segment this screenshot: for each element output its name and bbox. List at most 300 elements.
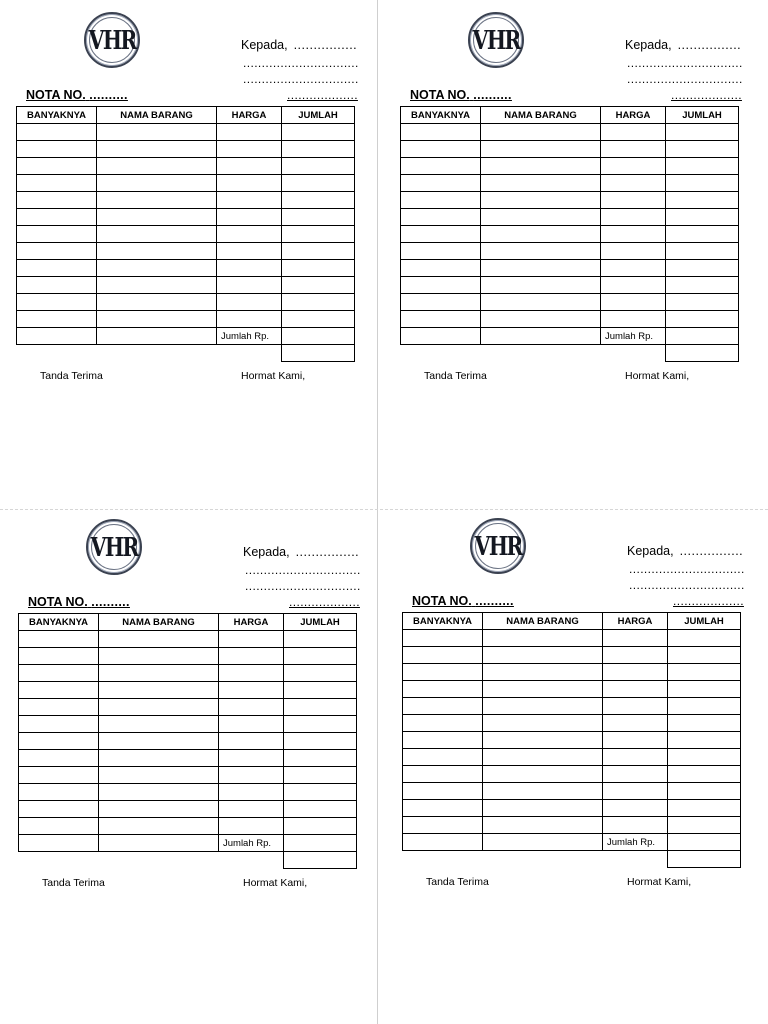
address-line-2[interactable]: ............................... (243, 72, 359, 86)
qty-cell[interactable] (403, 817, 483, 834)
header-banyaknya: BANYAKNYA (403, 613, 483, 630)
total-amount-cell[interactable] (666, 328, 739, 345)
item-name-cell[interactable] (97, 209, 217, 226)
table-row (401, 243, 739, 260)
sender-signature: Hormat Kami, (241, 370, 306, 382)
qty-cell[interactable] (17, 243, 97, 260)
item-name-cell[interactable] (97, 294, 217, 311)
item-name-cell[interactable] (99, 784, 219, 801)
grand-total-cell[interactable] (284, 852, 357, 869)
item-name-cell[interactable] (481, 311, 601, 328)
item-name-cell[interactable] (99, 767, 219, 784)
item-name-cell[interactable] (481, 277, 601, 294)
amount-cell[interactable] (666, 209, 739, 226)
price-cell[interactable] (603, 732, 668, 749)
amount-cell[interactable] (284, 682, 357, 699)
qty-cell[interactable] (19, 767, 99, 784)
amount-cell[interactable] (668, 630, 741, 647)
empty-cell (97, 345, 217, 362)
item-name-cell[interactable] (481, 141, 601, 158)
recipient-name-field[interactable]: ................ (295, 545, 360, 559)
total-label: Jumlah Rp. (217, 328, 282, 345)
price-cell[interactable] (603, 800, 668, 817)
amount-cell[interactable] (284, 716, 357, 733)
amount-cell[interactable] (284, 750, 357, 767)
amount-cell[interactable] (282, 226, 355, 243)
grand-total-row (19, 852, 357, 869)
price-cell[interactable] (601, 277, 666, 294)
amount-cell[interactable] (282, 277, 355, 294)
qty-cell[interactable] (401, 209, 481, 226)
grand-total-row (403, 851, 741, 868)
item-name-cell[interactable] (483, 715, 603, 732)
amount-cell[interactable] (668, 664, 741, 681)
amount-cell[interactable] (282, 192, 355, 209)
address-line-1[interactable]: ............................... (629, 562, 745, 576)
header-jumlah: JUMLAH (282, 107, 355, 124)
receiver-signature: Tanda Terima (40, 370, 103, 382)
nota-number (410, 88, 512, 102)
price-cell[interactable] (601, 175, 666, 192)
receiver-signature: Tanda Terima (42, 877, 105, 889)
empty-cell (603, 851, 668, 868)
date-field[interactable]: ................... (287, 88, 358, 102)
item-name-cell[interactable] (483, 630, 603, 647)
date-field[interactable]: ................... (289, 595, 360, 609)
qty-cell[interactable] (403, 630, 483, 647)
price-cell[interactable] (219, 682, 284, 699)
qty-cell[interactable] (17, 124, 97, 141)
price-cell[interactable] (219, 631, 284, 648)
item-name-cell[interactable] (99, 801, 219, 818)
receiver-signature: Tanda Terima (426, 876, 489, 888)
table-row (403, 783, 741, 800)
price-cell[interactable] (217, 294, 282, 311)
amount-cell[interactable] (282, 124, 355, 141)
item-name-cell[interactable] (97, 311, 217, 328)
qty-cell[interactable] (19, 665, 99, 682)
item-name-cell[interactable] (481, 209, 601, 226)
item-name-cell[interactable] (97, 124, 217, 141)
item-name-cell[interactable] (483, 817, 603, 834)
qty-cell[interactable] (401, 124, 481, 141)
date-field[interactable]: ................... (673, 594, 744, 608)
price-cell[interactable] (217, 192, 282, 209)
amount-cell[interactable] (282, 158, 355, 175)
header-harga: HARGA (601, 107, 666, 124)
item-name-cell[interactable] (99, 750, 219, 767)
item-name-cell[interactable] (99, 648, 219, 665)
address-line-1[interactable]: ............................... (243, 56, 359, 70)
nota-form (400, 12, 745, 412)
price-cell[interactable] (603, 698, 668, 715)
amount-cell[interactable] (668, 800, 741, 817)
price-cell[interactable] (603, 783, 668, 800)
qty-cell[interactable] (403, 681, 483, 698)
qty-cell[interactable] (17, 277, 97, 294)
qty-cell[interactable] (403, 800, 483, 817)
amount-cell[interactable] (666, 226, 739, 243)
price-cell[interactable] (217, 226, 282, 243)
table-row (403, 749, 741, 766)
price-cell[interactable] (603, 766, 668, 783)
price-cell[interactable] (601, 226, 666, 243)
vertical-cut-line (377, 0, 378, 1024)
price-cell[interactable] (603, 749, 668, 766)
amount-cell[interactable] (668, 749, 741, 766)
qty-cell[interactable] (17, 328, 97, 345)
table-header-row (17, 107, 355, 124)
qty-cell[interactable] (403, 749, 483, 766)
table-row (401, 260, 739, 277)
table-row (17, 192, 355, 209)
item-name-cell[interactable] (483, 749, 603, 766)
amount-cell[interactable] (284, 631, 357, 648)
table-row (19, 716, 357, 733)
nota-form (16, 12, 361, 412)
item-name-cell[interactable] (483, 766, 603, 783)
qty-cell[interactable] (401, 311, 481, 328)
qty-cell[interactable] (403, 664, 483, 681)
amount-cell[interactable] (282, 209, 355, 226)
price-cell[interactable] (603, 647, 668, 664)
grand-total-row (17, 345, 355, 362)
grand-total-cell[interactable] (282, 345, 355, 362)
qty-cell[interactable] (17, 226, 97, 243)
price-cell[interactable] (601, 124, 666, 141)
price-cell[interactable] (603, 681, 668, 698)
item-name-cell[interactable] (481, 226, 601, 243)
header-banyaknya: BANYAKNYA (17, 107, 97, 124)
header-nama-barang: NAMA BARANG (97, 107, 217, 124)
qty-cell[interactable] (401, 277, 481, 294)
qty-cell[interactable] (401, 158, 481, 175)
table-row (403, 715, 741, 732)
address-line-2[interactable]: ............................... (245, 579, 361, 593)
price-cell[interactable] (601, 141, 666, 158)
table-row (403, 681, 741, 698)
price-cell[interactable] (601, 260, 666, 277)
total-amount-cell[interactable] (282, 328, 355, 345)
price-cell[interactable] (219, 818, 284, 835)
vhr-logo (84, 12, 140, 68)
item-name-cell[interactable] (99, 835, 219, 852)
qty-cell[interactable] (403, 732, 483, 749)
kepada-label: Kepada, (241, 38, 288, 52)
total-amount-cell[interactable] (284, 835, 357, 852)
vhr-logo (86, 519, 142, 575)
amount-cell[interactable] (284, 665, 357, 682)
item-name-cell[interactable] (97, 277, 217, 294)
qty-cell[interactable] (19, 631, 99, 648)
table-row (401, 158, 739, 175)
nota-form (18, 519, 363, 919)
amount-cell[interactable] (666, 294, 739, 311)
amount-cell[interactable] (666, 141, 739, 158)
grand-total-cell[interactable] (668, 851, 741, 868)
amount-cell[interactable] (282, 260, 355, 277)
qty-cell[interactable] (403, 766, 483, 783)
recipient-line (627, 544, 743, 558)
item-name-cell[interactable] (483, 732, 603, 749)
item-name-cell[interactable] (483, 664, 603, 681)
item-name-cell[interactable] (483, 800, 603, 817)
item-name-cell[interactable] (481, 260, 601, 277)
amount-cell[interactable] (668, 681, 741, 698)
date-field[interactable]: ................... (671, 88, 742, 102)
header-harga: HARGA (603, 613, 668, 630)
nota-number (26, 88, 128, 102)
qty-cell[interactable] (17, 175, 97, 192)
amount-cell[interactable] (284, 733, 357, 750)
price-cell[interactable] (217, 243, 282, 260)
price-cell[interactable] (219, 733, 284, 750)
item-name-cell[interactable] (481, 175, 601, 192)
recipient-line (241, 38, 357, 52)
item-name-cell[interactable] (99, 818, 219, 835)
item-name-cell[interactable] (99, 716, 219, 733)
amount-cell[interactable] (284, 818, 357, 835)
amount-cell[interactable] (284, 801, 357, 818)
qty-cell[interactable] (19, 835, 99, 852)
total-amount-cell[interactable] (668, 834, 741, 851)
price-cell[interactable] (601, 243, 666, 260)
table-row (17, 277, 355, 294)
qty-cell[interactable] (401, 175, 481, 192)
qty-cell[interactable] (17, 311, 97, 328)
qty-cell[interactable] (403, 715, 483, 732)
price-cell[interactable] (601, 192, 666, 209)
item-name-cell[interactable] (97, 260, 217, 277)
price-cell[interactable] (603, 664, 668, 681)
kepada-label: Kepada, (625, 38, 672, 52)
items-table (402, 612, 741, 868)
nota-number-field[interactable]: .......... (475, 594, 514, 608)
amount-cell[interactable] (668, 817, 741, 834)
item-name-cell[interactable] (483, 647, 603, 664)
price-cell[interactable] (603, 715, 668, 732)
qty-cell[interactable] (401, 328, 481, 345)
qty-cell[interactable] (17, 192, 97, 209)
qty-cell[interactable] (17, 209, 97, 226)
table-row (19, 767, 357, 784)
amount-cell[interactable] (668, 732, 741, 749)
grand-total-cell[interactable] (666, 345, 739, 362)
price-cell[interactable] (217, 141, 282, 158)
item-name-cell[interactable] (481, 192, 601, 209)
nota-label: NOTA NO. (412, 594, 472, 608)
item-name-cell[interactable] (99, 631, 219, 648)
amount-cell[interactable] (666, 175, 739, 192)
qty-cell[interactable] (19, 648, 99, 665)
total-label: Jumlah Rp. (219, 835, 284, 852)
price-cell[interactable] (601, 311, 666, 328)
vhr-logo (470, 518, 526, 574)
price-cell[interactable] (219, 716, 284, 733)
table-row (19, 801, 357, 818)
empty-cell (403, 851, 483, 868)
item-name-cell[interactable] (97, 175, 217, 192)
item-name-cell[interactable] (481, 294, 601, 311)
qty-cell[interactable] (19, 818, 99, 835)
recipient-line (625, 38, 741, 52)
amount-cell[interactable] (282, 311, 355, 328)
qty-cell[interactable] (401, 192, 481, 209)
header-harga: HARGA (217, 107, 282, 124)
vhr-logo (468, 12, 524, 68)
table-row (19, 648, 357, 665)
qty-cell[interactable] (401, 226, 481, 243)
qty-cell[interactable] (401, 260, 481, 277)
total-row (403, 834, 741, 851)
qty-cell[interactable] (17, 158, 97, 175)
qty-cell[interactable] (19, 682, 99, 699)
price-cell[interactable] (219, 801, 284, 818)
item-name-cell[interactable] (99, 665, 219, 682)
header-nama-barang: NAMA BARANG (99, 614, 219, 631)
amount-cell[interactable] (666, 311, 739, 328)
recipient-name-field[interactable]: ................ (677, 38, 742, 52)
address-line-2[interactable]: ............................... (629, 578, 745, 592)
amount-cell[interactable] (668, 698, 741, 715)
qty-cell[interactable] (403, 783, 483, 800)
amount-cell[interactable] (666, 192, 739, 209)
amount-cell[interactable] (282, 294, 355, 311)
item-name-cell[interactable] (481, 328, 601, 345)
total-row (401, 328, 739, 345)
item-name-cell[interactable] (483, 698, 603, 715)
recipient-name-field[interactable]: ................ (293, 38, 358, 52)
recipient-line (243, 545, 359, 559)
amount-cell[interactable] (284, 784, 357, 801)
item-name-cell[interactable] (97, 243, 217, 260)
item-name-cell[interactable] (97, 192, 217, 209)
qty-cell[interactable] (403, 698, 483, 715)
amount-cell[interactable] (666, 260, 739, 277)
amount-cell[interactable] (282, 141, 355, 158)
header-jumlah: JUMLAH (284, 614, 357, 631)
qty-cell[interactable] (403, 647, 483, 664)
item-name-cell[interactable] (97, 158, 217, 175)
amount-cell[interactable] (668, 715, 741, 732)
table-row (401, 294, 739, 311)
total-row (17, 328, 355, 345)
price-cell[interactable] (217, 277, 282, 294)
item-name-cell[interactable] (99, 733, 219, 750)
recipient-name-field[interactable]: ................ (679, 544, 744, 558)
price-cell[interactable] (601, 158, 666, 175)
price-cell[interactable] (219, 767, 284, 784)
address-line-1[interactable]: ............................... (245, 563, 361, 577)
qty-cell[interactable] (17, 294, 97, 311)
price-cell[interactable] (217, 209, 282, 226)
item-name-cell[interactable] (97, 141, 217, 158)
nota-number-field[interactable]: .......... (89, 88, 128, 102)
amount-cell[interactable] (666, 124, 739, 141)
item-name-cell[interactable] (481, 158, 601, 175)
item-name-cell[interactable] (481, 243, 601, 260)
item-name-cell[interactable] (99, 699, 219, 716)
nota-number-field[interactable]: .......... (91, 595, 130, 609)
price-cell[interactable] (217, 260, 282, 277)
price-cell[interactable] (219, 750, 284, 767)
items-table (18, 613, 357, 869)
logo-monogram: VHR (88, 26, 136, 56)
amount-cell[interactable] (668, 647, 741, 664)
price-cell[interactable] (217, 124, 282, 141)
empty-cell (17, 345, 97, 362)
qty-cell[interactable] (17, 141, 97, 158)
table-row (17, 124, 355, 141)
item-name-cell[interactable] (483, 834, 603, 851)
qty-cell[interactable] (19, 784, 99, 801)
price-cell[interactable] (219, 665, 284, 682)
qty-cell[interactable] (401, 141, 481, 158)
amount-cell[interactable] (282, 175, 355, 192)
total-label: Jumlah Rp. (603, 834, 668, 851)
header-nama-barang: NAMA BARANG (483, 613, 603, 630)
table-row (17, 158, 355, 175)
qty-cell[interactable] (19, 801, 99, 818)
amount-cell[interactable] (668, 766, 741, 783)
qty-cell[interactable] (401, 243, 481, 260)
amount-cell[interactable] (284, 648, 357, 665)
table-header-row (401, 107, 739, 124)
amount-cell[interactable] (666, 277, 739, 294)
price-cell[interactable] (217, 175, 282, 192)
qty-cell[interactable] (403, 834, 483, 851)
item-name-cell[interactable] (481, 124, 601, 141)
amount-cell[interactable] (666, 243, 739, 260)
qty-cell[interactable] (401, 294, 481, 311)
qty-cell[interactable] (19, 716, 99, 733)
price-cell[interactable] (219, 648, 284, 665)
address-line-1[interactable]: ............................... (627, 56, 743, 70)
price-cell[interactable] (217, 158, 282, 175)
grand-total-row (401, 345, 739, 362)
price-cell[interactable] (601, 209, 666, 226)
item-name-cell[interactable] (483, 783, 603, 800)
item-name-cell[interactable] (97, 226, 217, 243)
qty-cell[interactable] (19, 699, 99, 716)
qty-cell[interactable] (19, 733, 99, 750)
amount-cell[interactable] (666, 158, 739, 175)
address-line-2[interactable]: ............................... (627, 72, 743, 86)
qty-cell[interactable] (19, 750, 99, 767)
table-row (17, 311, 355, 328)
table-row (17, 226, 355, 243)
nota-number (28, 595, 130, 609)
amount-cell[interactable] (284, 699, 357, 716)
qty-cell[interactable] (17, 260, 97, 277)
amount-cell[interactable] (668, 783, 741, 800)
total-label: Jumlah Rp. (601, 328, 666, 345)
amount-cell[interactable] (282, 243, 355, 260)
nota-number-field[interactable]: .......... (473, 88, 512, 102)
table-row (19, 733, 357, 750)
item-name-cell[interactable] (483, 681, 603, 698)
item-name-cell[interactable] (97, 328, 217, 345)
price-cell[interactable] (601, 294, 666, 311)
table-row (403, 647, 741, 664)
price-cell[interactable] (603, 630, 668, 647)
item-name-cell[interactable] (99, 682, 219, 699)
price-cell[interactable] (603, 817, 668, 834)
price-cell[interactable] (217, 311, 282, 328)
amount-cell[interactable] (284, 767, 357, 784)
price-cell[interactable] (219, 699, 284, 716)
price-cell[interactable] (219, 784, 284, 801)
